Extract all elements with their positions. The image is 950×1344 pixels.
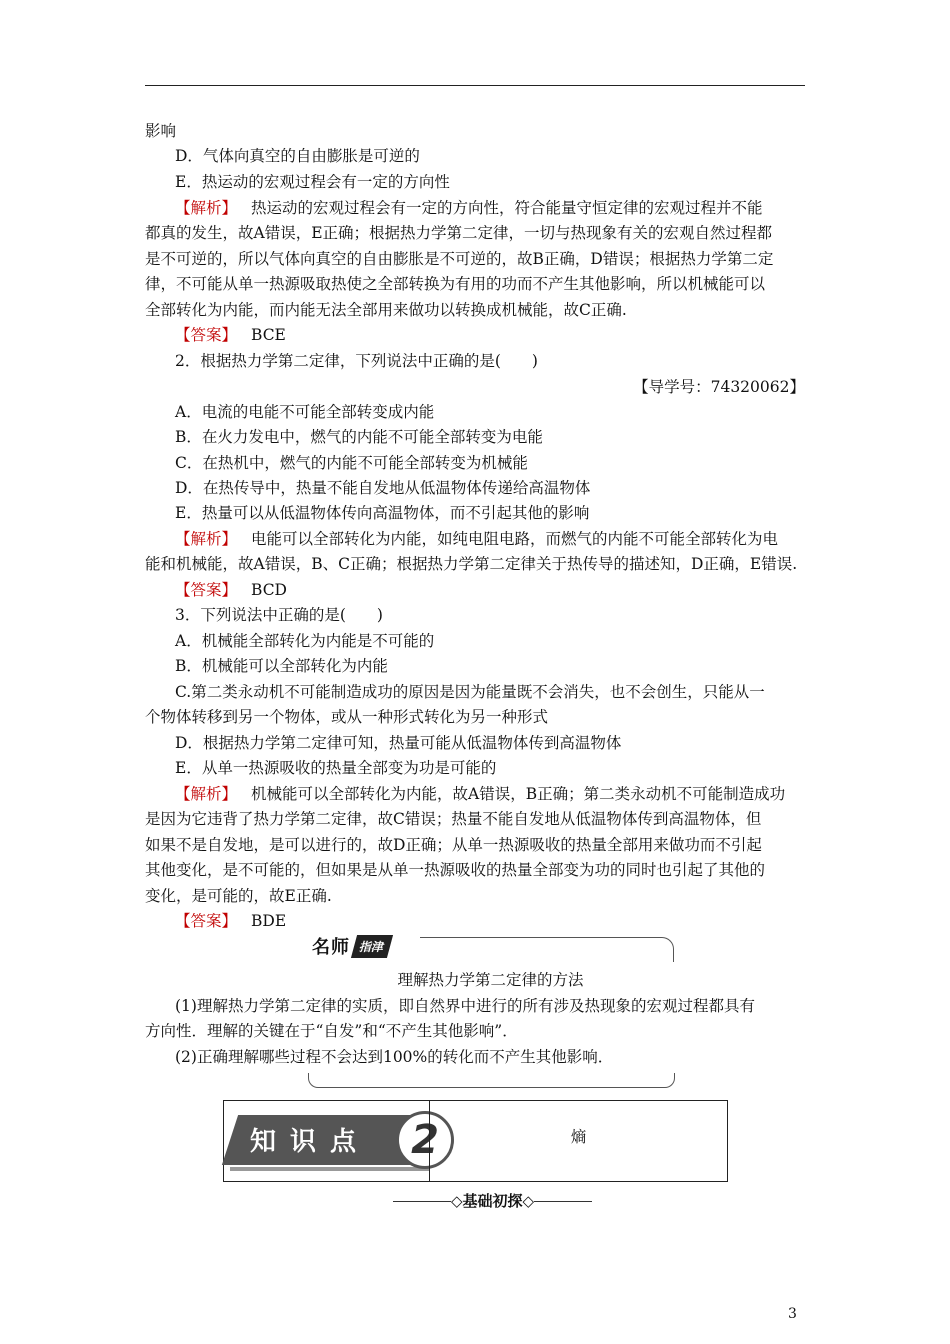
tip-paragraph: (2)正确理解哪些过程不会达到100%的转化而不产生其他影响． (175, 1048, 614, 1066)
option-b: B．机械能可以全部转化为内能 (175, 657, 388, 675)
option-e: E．热量可以从低温物体传向高温物体，而不引起其他的影响 (175, 504, 590, 522)
option-d: D．在热传导中，热量不能自发地从低温物体传递给高温物体 (175, 479, 591, 497)
header-rule (145, 85, 805, 86)
answer-line: 【答案】 BCE (175, 326, 286, 344)
section-number: 2 (396, 1111, 454, 1169)
analysis-line: 【解析】 电能可以全部转化为内能，如纯电阻电路，而燃气的内能不可能全部转化为电 (175, 530, 779, 548)
analysis-tag: 【解析】 (175, 199, 238, 217)
text-line: 个物体转移到另一个物体，或从一种形式转化为另一种形式 (145, 708, 549, 726)
text-line: 影响 (145, 122, 177, 140)
option-d: D．气体向真空的自由膨胀是可逆的 (175, 147, 420, 165)
analysis-tag: 【解析】 (175, 530, 238, 548)
page-number: 3 (788, 1306, 797, 1322)
option-b: B．在火力发电中，燃气的内能不可能全部转变为电能 (175, 428, 543, 446)
tip-box-bottom-border (308, 1073, 675, 1088)
option-a: A．机械能全部转化为内能是不可能的 (175, 632, 435, 650)
section-header (223, 1100, 728, 1182)
text-line: 是不可逆的，所以气体向真空的自由膨胀是不可逆的，故B正确，D错误；根据热力学第二定 (145, 250, 774, 268)
answer-tag: 【答案】 (175, 581, 238, 599)
option-c: C．在热机中，燃气的内能不可能全部转变为机械能 (175, 454, 528, 472)
tip-box-top-border (420, 937, 674, 962)
subsection-heading: ◇基础初探◇ (360, 1190, 625, 1211)
tip-paragraph: 方向性．理解的关键在于“自发”和“不产生其他影响”． (145, 1022, 518, 1040)
question-2: 2．根据热力学第二定律，下列说法中正确的是( ) (175, 352, 538, 370)
answer-tag: 【答案】 (175, 326, 238, 344)
text-line: 如果不是自发地，是可以进行的，故D正确；从单一热源吸收的热量全部用来做功而不引起 (145, 836, 762, 854)
analysis-tag: 【解析】 (175, 785, 238, 803)
answer-tag: 【答案】 (175, 912, 238, 930)
section-title: 熵 (570, 1128, 587, 1146)
question-3: 3．下列说法中正确的是( ) (175, 606, 383, 624)
text-line: 律，不可能从单一热源吸取热使之全部转换为有用的功而不产生其他影响，所以机械能可以 (145, 275, 766, 293)
answer-line: 【答案】 BCD (175, 581, 287, 599)
section-badge: 知识点 2 (230, 1107, 430, 1173)
option-e: E．从单一热源吸收的热量全部变为功是可能的 (175, 759, 497, 777)
option-e: E．热运动的宏观过程会有一定的方向性 (175, 173, 450, 191)
text-line: 其他变化，是不可能的，但如果是从单一热源吸收的热量全部变为功的同时也引起了其他的 (145, 861, 766, 879)
guide-number: 【导学号：74320062】 (633, 378, 805, 396)
answer-line: 【答案】 BDE (175, 912, 287, 930)
analysis-line: 【解析】 热运动的宏观过程会有一定的方向性，符合能量守恒定律的宏观过程并不能 (175, 199, 763, 217)
text-line: 变化，是可能的，故E正确. (145, 887, 332, 905)
text-line: 能和机械能，故A错误，B、C正确；根据热力学第二定律关于热传导的描述知，D正确，E错误. (145, 555, 798, 573)
text-line: 都真的发生，故A错误，E正确；根据热力学第二定律，一切与热现象有关的宏观自然过程都 (145, 224, 773, 242)
option-d: D．根据热力学第二定律可知，热量可能从低温物体传到高温物体 (175, 734, 622, 752)
text-line: 是因为它违背了热力学第二定律，故C错误；热量不能自发地从低温物体传到高温物体，但 (145, 810, 762, 828)
analysis-line: 【解析】 机械能可以全部转化为内能，故A错误，B正确；第二类永动机不可能制造成功 (175, 785, 786, 803)
option-c: C.第二类永动机不可能制造成功的原因是因为能量既不会消失，也不会创生，只能从一 (175, 683, 765, 701)
tip-paragraph: (1)理解热力学第二定律的实质，即自然界中进行的所有涉及热现象的宏观过程都具有 (175, 997, 755, 1015)
text-line: 全部转化为内能，而内能无法全部用来做功以转换成机械能，故C正确. (145, 301, 627, 319)
option-a: A．电流的电能不可能全部转变成内能 (175, 403, 435, 421)
tip-title: 理解热力学第二定律的方法 (397, 971, 584, 989)
tip-label: 名师 指津 (312, 932, 422, 960)
